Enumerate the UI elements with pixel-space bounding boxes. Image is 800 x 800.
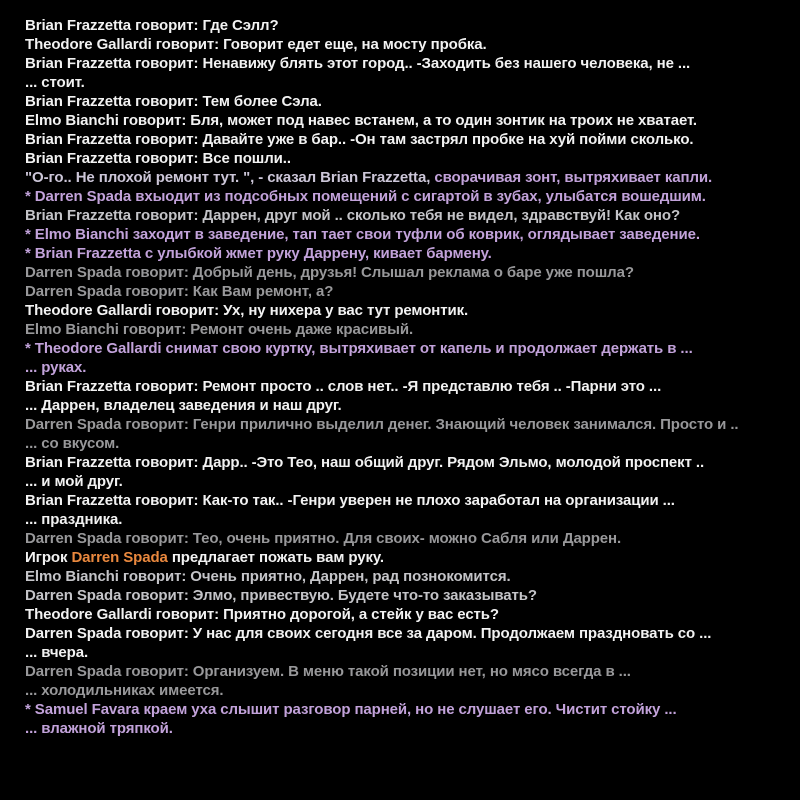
chat-text-segment: Theodore Gallardi говорит: Ух, ну нихера у вас тут ремонтик. bbox=[25, 302, 469, 319]
chat-text-segment: ... руках. bbox=[25, 359, 87, 376]
chat-line bbox=[25, 491, 795, 510]
chat-line bbox=[25, 130, 795, 149]
chat-line bbox=[25, 301, 795, 320]
chat-text-segment: Игрок bbox=[25, 549, 72, 566]
chat-line bbox=[25, 206, 795, 225]
chat-line bbox=[25, 377, 795, 396]
chat-line bbox=[25, 244, 795, 263]
chat-line bbox=[25, 320, 795, 339]
chat-line bbox=[25, 548, 795, 567]
chat-line bbox=[25, 16, 795, 35]
chat-text-segment: ... вчера. bbox=[25, 644, 89, 661]
chat-line bbox=[25, 358, 795, 377]
chat-text-segment: Elmo Bianchi говорит: Ремонт очень даже красивый. bbox=[25, 321, 414, 338]
chat-line bbox=[25, 339, 795, 358]
chat-text-segment: Darren Spada bbox=[71, 549, 168, 566]
chat-line bbox=[25, 453, 795, 472]
chat-line bbox=[25, 54, 795, 73]
chat-text-segment: Brian Frazzetta говорит: Дарр.. -Это Тео, наш общий друг. Рядом Эльмо, молодой проспект .. bbox=[25, 454, 705, 471]
chat-line bbox=[25, 111, 795, 130]
chat-text-segment: сворачивая зонт, вытряхивает капли. bbox=[434, 169, 713, 186]
chat-text-segment: * Darren Spada вхыодит из подсобных помещений с сигартой в зубах, улыбатся вошедшим. bbox=[25, 188, 706, 205]
chat-line bbox=[25, 700, 795, 719]
chat-text-segment: Theodore Gallardi говорит: Приятно дорогой, а стейк у вас есть? bbox=[25, 606, 499, 623]
chat-text-segment: Brian Frazzetta говорит: Даррен, друг мой .. сколько тебя не видел, здравствуй! Как оно? bbox=[25, 207, 681, 224]
chat-line bbox=[25, 643, 795, 662]
chat-line bbox=[25, 529, 795, 548]
chat-text-segment: Darren Spada говорит: Добрый день, друзья! Слышал реклама о баре уже пошла? bbox=[25, 264, 634, 281]
chat-line bbox=[25, 586, 795, 605]
chat-line bbox=[25, 510, 795, 529]
chat-text-segment: Darren Spada говорит: Генри прилично выделил денег. Знающий человек занимался. Просто и .. bbox=[25, 416, 739, 433]
chat-line bbox=[25, 624, 795, 643]
chat-line bbox=[25, 35, 795, 54]
chat-text-segment: ... влажной тряпкой. bbox=[25, 720, 173, 737]
chat-line bbox=[25, 605, 795, 624]
chat-text-segment: Darren Spada говорит: Тео, очень приятно. Для своих- можно Сабля или Даррен. bbox=[25, 530, 622, 547]
chat-text-segment: * Elmo Bianchi заходит в заведение, тап тает свои туфли об коврик, оглядывает заведение. bbox=[25, 226, 700, 243]
chat-text-segment: Elmo Bianchi говорит: Бля, может под навес встанем, а то один зонтик на троих не хватает. bbox=[25, 112, 697, 129]
chat-text-segment: предлагает пожать вам руку. bbox=[167, 549, 384, 566]
chat-line bbox=[25, 282, 795, 301]
chat-text-segment: * Brian Frazzetta с улыбкой жмет руку Даррену, кивает бармену. bbox=[25, 245, 492, 262]
chat-text-segment: Elmo Bianchi говорит: Очень приятно, Даррен, рад познокомится. bbox=[25, 568, 511, 585]
chat-line bbox=[25, 149, 795, 168]
chat-line bbox=[25, 567, 795, 586]
chat-text-segment: ... и мой друг. bbox=[25, 473, 123, 490]
chat-text-segment: "О-го.. Не плохой ремонт тут. ", - сказал Brian Frazzetta, bbox=[25, 169, 435, 186]
chat-text-segment: Brian Frazzetta говорит: Тем более Сэла. bbox=[25, 93, 322, 110]
chat-text-segment: ... холодильниках имеется. bbox=[25, 682, 224, 699]
chat-text-segment: Brian Frazzetta говорит: Все пошли.. bbox=[25, 150, 291, 167]
chat-line bbox=[25, 187, 795, 206]
chat-text-segment: ... Даррен, владелец заведения и наш друг. bbox=[25, 397, 342, 414]
chat-text-segment: Darren Spada говорит: Элмо, привествую. Будете что-то заказывать? bbox=[25, 587, 537, 604]
chat-text-segment: Brian Frazzetta говорит: Как-то так.. -Генри уверен не плохо заработал на организации ... bbox=[25, 492, 675, 509]
chat-line bbox=[25, 168, 795, 187]
chat-line bbox=[25, 396, 795, 415]
chat-line bbox=[25, 73, 795, 92]
chat-line bbox=[25, 415, 795, 434]
chat-text-segment: Darren Spada говорит: Как Вам ремонт, а? bbox=[25, 283, 334, 300]
chat-text-segment: Brian Frazzetta говорит: Где Сэлл? bbox=[25, 17, 279, 34]
chat-log bbox=[25, 16, 795, 738]
chat-line bbox=[25, 662, 795, 681]
chat-line bbox=[25, 681, 795, 700]
chat-text-segment: ... стоит. bbox=[25, 74, 85, 91]
chat-text-segment: Darren Spada говорит: Организуем. В меню такой позиции нет, но мясо всегда в ... bbox=[25, 663, 631, 680]
chat-text-segment: Theodore Gallardi говорит: Говорит едет еще, на мосту пробка. bbox=[25, 36, 487, 53]
chat-line bbox=[25, 472, 795, 491]
chat-text-segment: ... праздника. bbox=[25, 511, 123, 528]
chat-line bbox=[25, 263, 795, 282]
chat-text-segment: Brian Frazzetta говорит: Ненавижу блять этот город.. -Заходить без нашего человека, не ... bbox=[25, 55, 691, 72]
chat-text-segment: Brian Frazzetta говорит: Давайте уже в бар.. -Он там застрял пробке на хуй пойми сколько. bbox=[25, 131, 694, 148]
chat-line bbox=[25, 719, 795, 738]
chat-line bbox=[25, 225, 795, 244]
chat-text-segment: * Samuel Favara краем уха слышит разговор парней, но не слушает его. Чистит стойку ... bbox=[25, 701, 677, 718]
chat-text-segment: Darren Spada говорит: У нас для своих сегодня все за даром. Продолжаем праздновать со ... bbox=[25, 625, 712, 642]
chat-line bbox=[25, 434, 795, 453]
chat-text-segment: * Theodore Gallardi снимат свою куртку, вытряхивает от капель и продолжает держать в ... bbox=[25, 340, 693, 357]
chat-text-segment: Brian Frazzetta говорит: Ремонт просто .. слов нет.. -Я представлю тебя .. -Парни это ... bbox=[25, 378, 662, 395]
chat-text-segment: ... со вкусом. bbox=[25, 435, 120, 452]
chat-line bbox=[25, 92, 795, 111]
